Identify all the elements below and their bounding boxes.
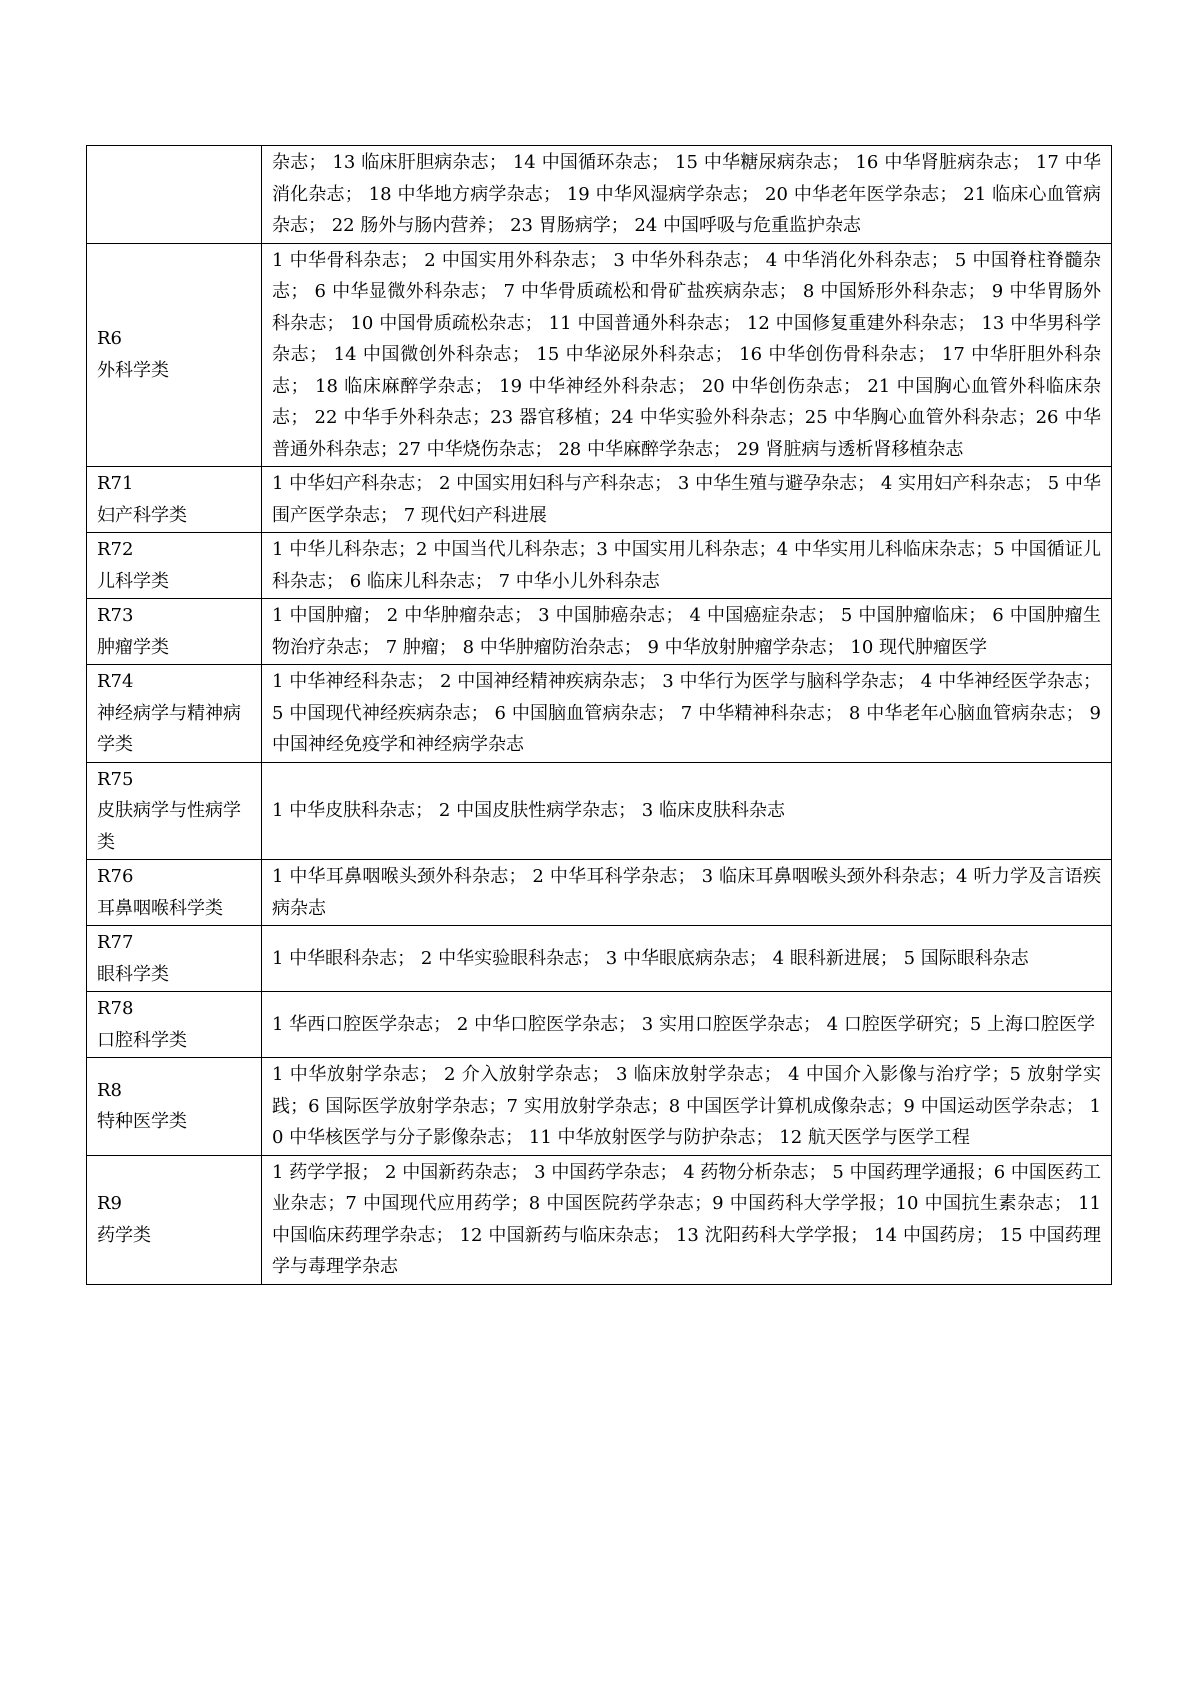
journal-list: 1 中华妇产科杂志； 2 中国实用妇科与产科杂志； 3 中华生殖与避孕杂志； 4 实用妇产科杂志； 5 中华围产医学杂志； 7 现代妇产科进展	[262, 467, 1112, 533]
journal-list: 1 中华皮肤科杂志； 2 中国皮肤性病学杂志； 3 临床皮肤科杂志	[262, 762, 1112, 860]
category-code: R74	[97, 671, 134, 692]
journal-list: 1 中华眼科杂志； 2 中华实验眼科杂志； 3 中华眼底病杂志； 4 眼科新进展； 5 国际眼科杂志	[262, 926, 1112, 992]
category-name: 肿瘤学类	[97, 636, 169, 658]
category-cell	[87, 1155, 262, 1284]
journal-list: 1 药学学报； 2 中国新药杂志； 3 中国药学杂志； 4 药物分析杂志； 5 中国药理学通报；6 中国医药工业杂志；7 中国现代应用药学；8 中国医院药学杂志；9 中国药科大学学报；10 中国抗生素杂志； 11 中国临床药理学杂志； 12 中国新药与临床杂志； 13 沈阳药科大学学报； 14 中国药房； 15 中国药理学与毒理学杂志	[262, 1155, 1112, 1284]
table-row	[87, 1155, 1112, 1284]
category-cell	[87, 1058, 262, 1156]
journal-list: 1 中华儿科杂志；2 中国当代儿科杂志；3 中国实用儿科杂志；4 中华实用儿科临床杂志；5 中国循证儿科杂志； 6 临床儿科杂志； 7 中华小儿外科杂志	[262, 533, 1112, 599]
category-cell	[87, 926, 262, 992]
table-row	[87, 599, 1112, 665]
table-row	[87, 1058, 1112, 1156]
table-row	[87, 926, 1112, 992]
table-row	[87, 860, 1112, 926]
category-code: R75	[97, 768, 134, 790]
journal-list: 杂志； 13 临床肝胆病杂志； 14 中国循环杂志； 15 中华糖尿病杂志； 16 中华肾脏病杂志； 17 中华消化杂志； 18 中华地方病学杂志； 19 中华风湿病学杂志； 20 中华老年医学杂志； 21 临床心血管病杂志； 22 肠外与肠内营养； 23 胃肠病学； 24 中国呼吸与危重监护杂志	[262, 146, 1112, 244]
category-cell	[87, 762, 262, 860]
category-name: 神经病学与精神病学类	[97, 702, 241, 755]
journal-list: 1 华西口腔医学杂志； 2 中华口腔医学杂志； 3 实用口腔医学杂志； 4 口腔医学研究；5 上海口腔医学	[262, 992, 1112, 1058]
category-code: R73	[97, 605, 134, 626]
category-code: R8	[97, 1079, 123, 1101]
category-name: 眼科学类	[97, 963, 169, 985]
category-cell	[87, 243, 262, 467]
table-row	[87, 665, 1112, 763]
journal-list: 1 中华耳鼻咽喉头颈外科杂志； 2 中华耳科学杂志； 3 临床耳鼻咽喉头颈外科杂志；4 听力学及言语疾病杂志	[262, 860, 1112, 926]
category-code: R72	[97, 539, 134, 560]
category-name: 耳鼻咽喉科学类	[97, 897, 223, 919]
category-code: R9	[97, 1193, 123, 1214]
journal-table	[86, 145, 1112, 1285]
journal-list: 1 中华放射学杂志； 2 介入放射学杂志； 3 临床放射学杂志； 4 中国介入影像与治疗学；5 放射学实践；6 国际医学放射学杂志；7 实用放射学杂志；8 中国医学计算机成像杂志；9 中国运动医学杂志； 10 中华核医学与分子影像杂志； 11 中华放射医学与防护杂志； 12 航天医学与医学工程	[262, 1058, 1112, 1156]
table-row	[87, 146, 1112, 244]
category-cell	[87, 599, 262, 665]
table-row	[87, 762, 1112, 860]
category-name: 儿科学类	[97, 570, 169, 592]
category-code: R71	[97, 473, 134, 494]
category-cell	[87, 860, 262, 926]
category-cell	[87, 665, 262, 763]
category-name: 皮肤病学与性病学类	[97, 800, 241, 853]
table-row	[87, 992, 1112, 1058]
journal-list: 1 中华骨科杂志； 2 中国实用外科杂志； 3 中华外科杂志； 4 中华消化外科杂志； 5 中国脊柱脊髓杂志； 6 中华显微外科杂志； 7 中华骨质疏松和骨矿盐疾病杂志； 8 中国矫形外科杂志； 9 中华胃肠外科杂志； 10 中国骨质疏松杂志； 11 中国普通外科杂志； 12 中国修复重建外科杂志； 13 中华男科学杂志； 14 中国微创外科杂志； 15 中华泌尿外科杂志； 16 中华创伤骨科杂志； 17 中华肝胆外科杂志； 18 临床麻醉学杂志； 19 中华神经外科杂志； 20 中华创伤杂志； 21 中国胸心血管外科临床杂志； 22 中华手外科杂志；23 器官移植；24 中华实验外科杂志；25 中华胸心血管外科杂志；26 中华普通外科杂志；27 中华烧伤杂志； 28 中华麻醉学杂志； 29 肾脏病与透析肾移植杂志	[262, 243, 1112, 467]
category-cell	[87, 533, 262, 599]
table-row	[87, 533, 1112, 599]
category-code: R77	[97, 932, 134, 953]
category-name: 外科学类	[97, 359, 169, 381]
journal-list: 1 中华神经科杂志； 2 中国神经精神疾病杂志； 3 中华行为医学与脑科学杂志； 4 中华神经医学杂志； 5 中国现代神经疾病杂志； 6 中国脑血管病杂志； 7 中华精神科杂志； 8 中华老年心脑血管病杂志； 9 中国神经免疫学和神经病学杂志	[262, 665, 1112, 763]
table-row	[87, 467, 1112, 533]
journal-list: 1 中国肿瘤； 2 中华肿瘤杂志； 3 中国肺癌杂志； 4 中国癌症杂志； 5 中国肿瘤临床； 6 中国肿瘤生物治疗杂志； 7 肿瘤； 8 中华肿瘤防治杂志； 9 中华放射肿瘤学杂志； 10 现代肿瘤医学	[262, 599, 1112, 665]
category-cell	[87, 992, 262, 1058]
category-name: 妇产科学类	[97, 504, 187, 526]
category-code: R78	[97, 998, 134, 1019]
category-code: R76	[97, 866, 134, 887]
category-name: 特种医学类	[97, 1111, 187, 1133]
category-code: R6	[97, 328, 123, 350]
category-name: 口腔科学类	[97, 1029, 187, 1051]
category-cell	[87, 146, 262, 244]
category-cell	[87, 467, 262, 533]
table-row	[87, 243, 1112, 467]
category-name: 药学类	[97, 1224, 151, 1246]
